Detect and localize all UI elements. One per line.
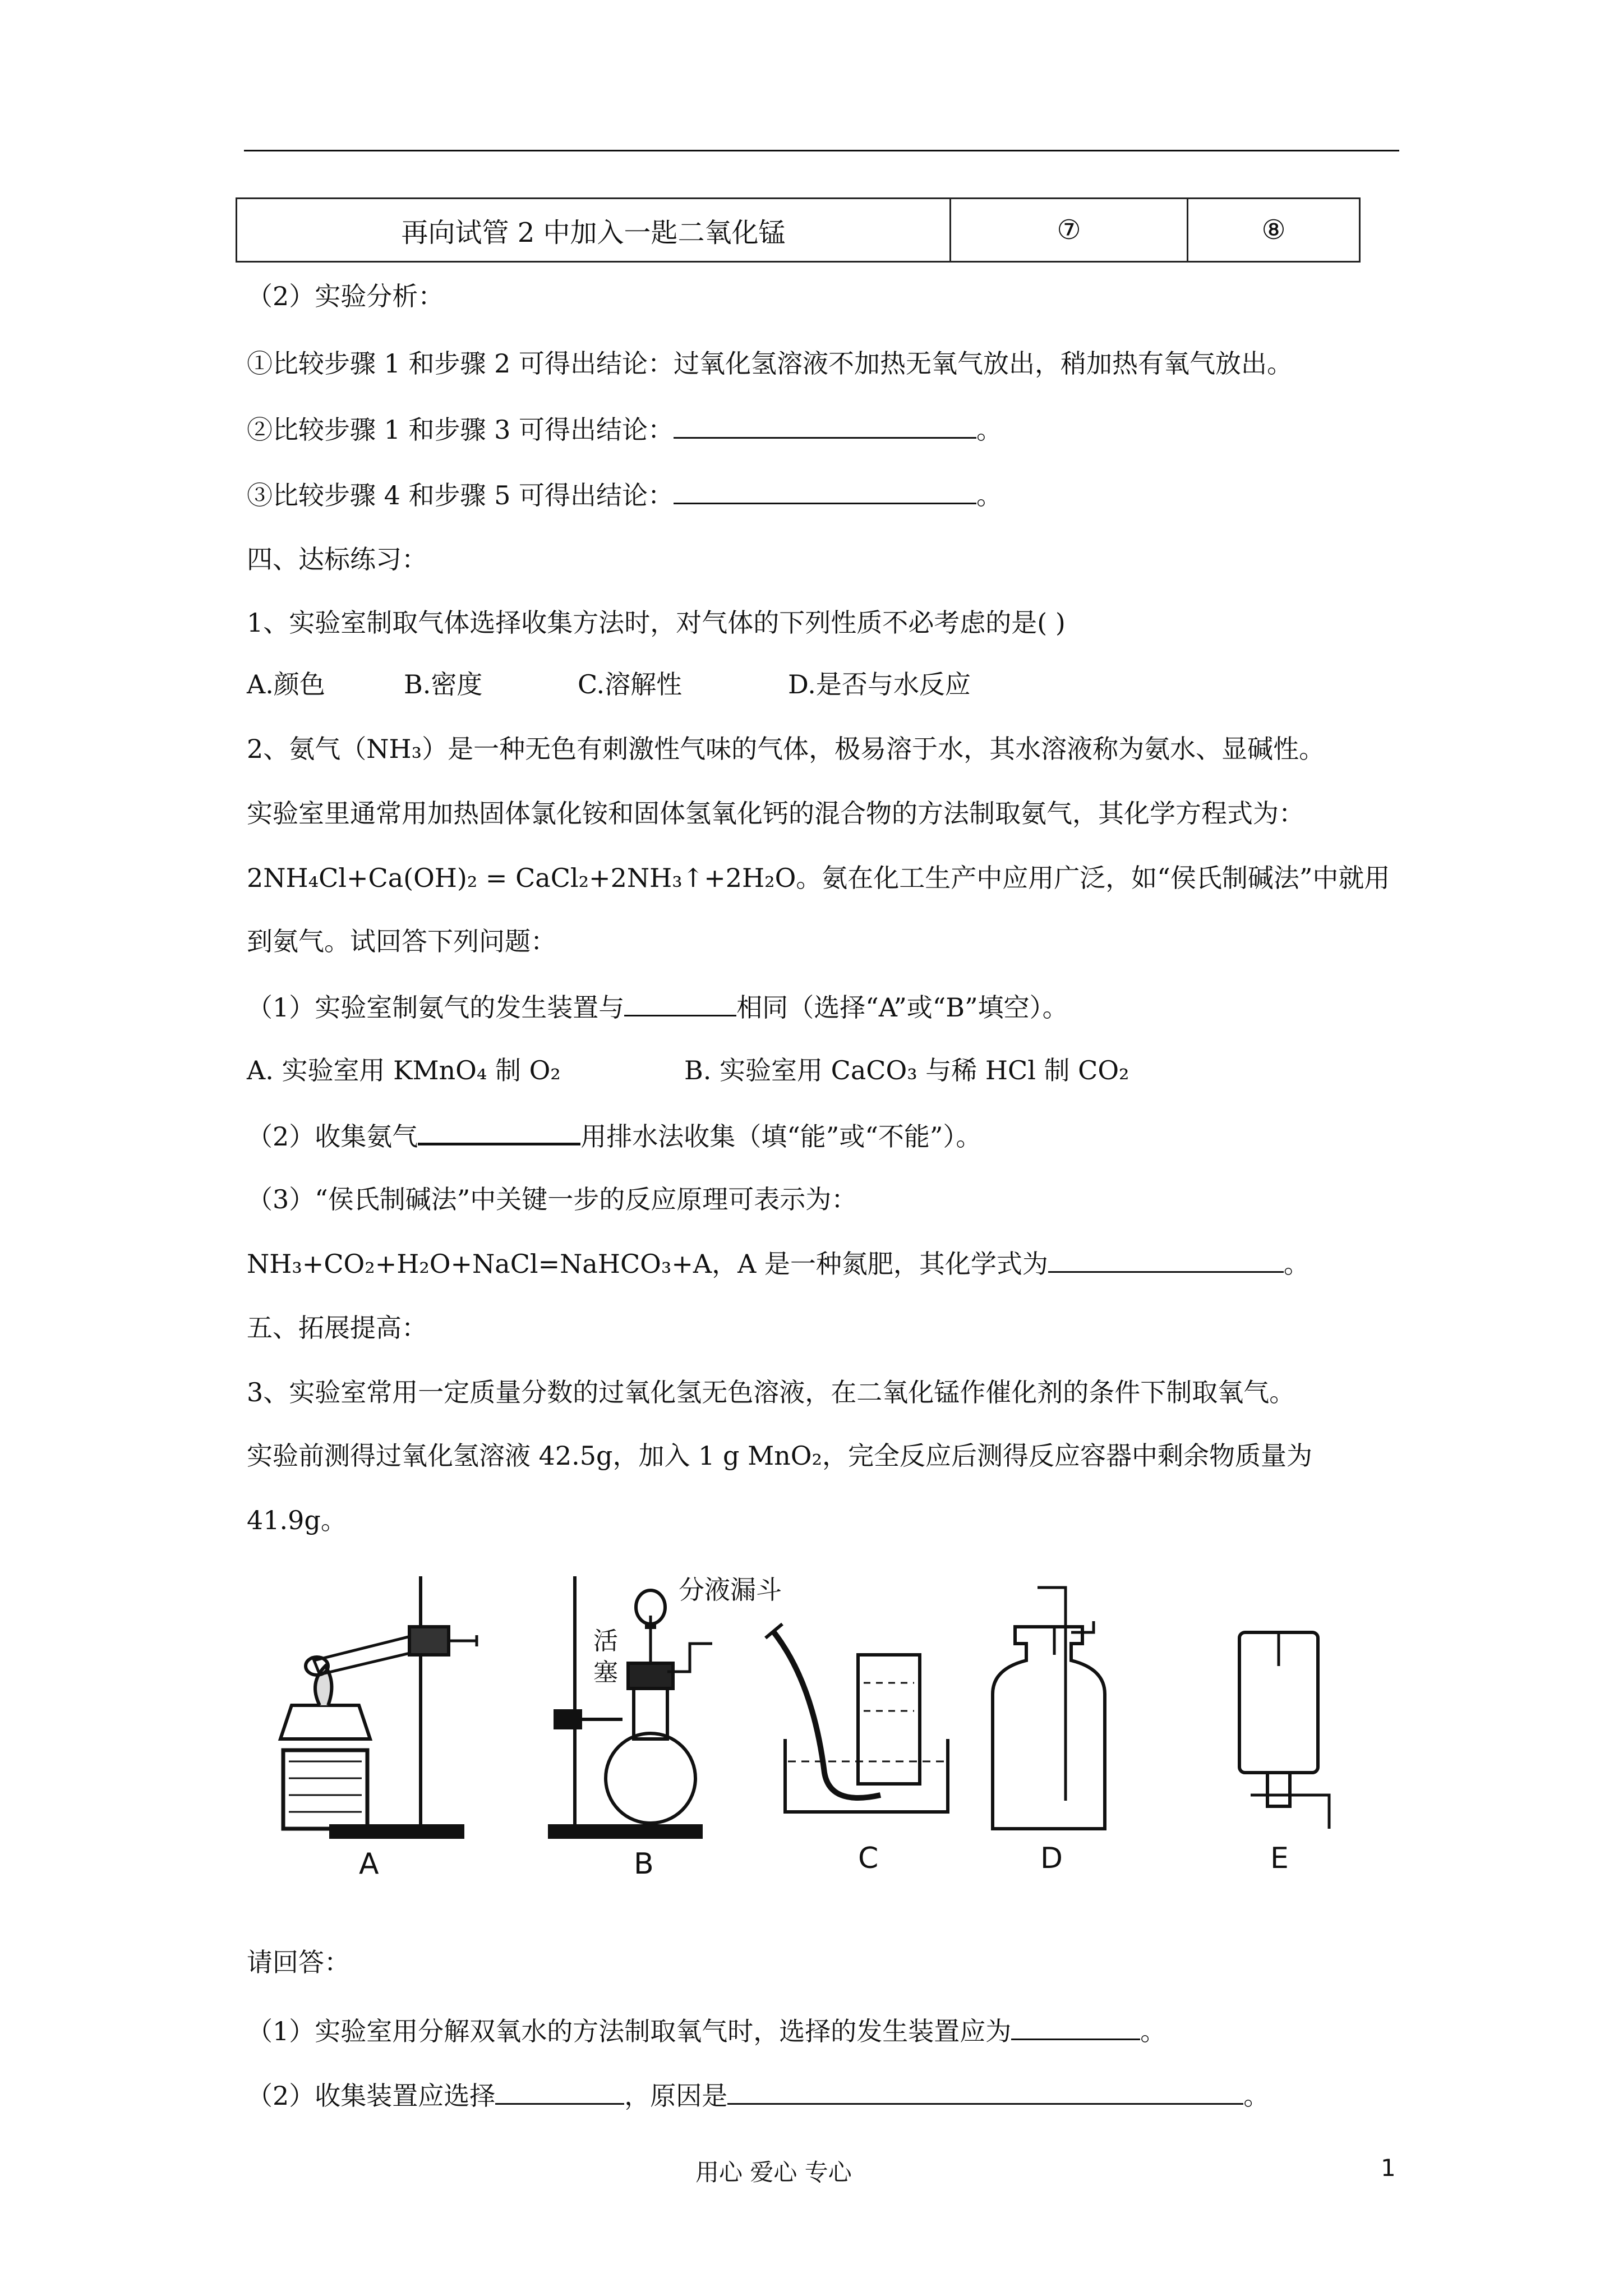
answer-blank[interactable]	[674, 478, 976, 504]
question-3-line-3: 41.9g。	[247, 1505, 347, 1535]
analysis-heading: （2）实验分析：	[247, 281, 444, 311]
table-cell-8: ⑧	[1188, 199, 1360, 262]
question-3-line-2: 实验前测得过氧化氢溶液 42.5g，加入 1 g MnO₂，完全反应后测得反应容器中剩余物质量为	[247, 1441, 1312, 1471]
stopcock-label-2: 塞	[593, 1658, 618, 1687]
section-4-heading: 四、达标练习：	[247, 544, 427, 574]
table-cell-step: 再向试管 2 中加入一匙二氧化锰	[237, 199, 951, 262]
apparatus-c	[766, 1624, 948, 1812]
question-2-line-1: 2、氨气（NH₃）是一种无色有刺激性气味的气体，极易溶于水，其水溶液称为氨水、显碱性。	[247, 734, 1325, 764]
question-2-line-2: 实验室里通常用加热固体氯化铵和固体氢氧化钙的混合物的方法制取氨气，其化学方程式为：	[247, 798, 1304, 829]
table-cell-7: ⑦	[951, 199, 1188, 262]
apparatus-e	[1239, 1632, 1329, 1829]
table-row	[237, 199, 1360, 262]
question-2-part-1: （1）实验室制氨气的发生装置与 相同（选择“A”或“B”填空）。	[247, 990, 1068, 1024]
answer-heading: 请回答：	[247, 1947, 350, 1977]
label-a: A	[359, 1847, 379, 1881]
label-d: D	[1040, 1842, 1063, 1875]
question-1-options: A.颜色 B.密度 C.溶解性 D.是否与水反应	[247, 669, 971, 700]
answer-blank[interactable]	[727, 2078, 1243, 2105]
label-c: C	[858, 1842, 879, 1875]
conclusion-2: ②比较步骤 1 和步骤 3 可得出结论： 。	[247, 412, 1002, 447]
apparatus-b	[550, 1576, 712, 1837]
question-2-equation: NH₃+CO₂+H₂O+NaCl=NaHCO₃+A，A 是一种氮肥，其化学式为 。	[247, 1246, 1310, 1281]
answer-blank[interactable]	[495, 2078, 624, 2105]
experiment-table	[236, 197, 1361, 263]
answer-blank[interactable]	[674, 412, 976, 439]
apparatus-d	[993, 1588, 1105, 1829]
question-2-line-4: 到氨气。试回答下列问题：	[247, 926, 556, 956]
answer-blank[interactable]	[418, 1118, 580, 1145]
question-1: 1、实验室制取气体选择收集方法时，对气体的下列性质不必考虑的是( )	[247, 608, 1066, 638]
apparatus-figure	[264, 1571, 1363, 1896]
question-2-part-2: （2）收集氨气 用排水法收集（填“能”或“不能”）。	[247, 1118, 981, 1153]
footer-motto: 用心 爱心 专心	[695, 2159, 852, 2186]
question-2-line-3: 2NH₄Cl+Ca(OH)₂ = CaCl₂+2NH₃↑+2H₂O。氨在化工生产中应用广泛，如“侯氏制碱法”中就用	[247, 863, 1390, 893]
answer-blank[interactable]	[1048, 1246, 1284, 1273]
question-2-options: A. 实验室用 KMnO₄ 制 O₂ B. 实验室用 CaCO₃ 与稀 HCl 制 CO₂	[247, 1055, 1129, 1085]
conclusion-1: ①比较步骤 1 和步骤 2 可得出结论：过氧化氢溶液不加热无氧气放出，稍加热有氧气放出。	[247, 348, 1293, 379]
header-rule	[244, 150, 1399, 151]
answer-blank[interactable]	[1011, 2014, 1140, 2040]
funnel-label: 分液漏斗	[679, 1575, 782, 1605]
conclusion-3: ③比较步骤 4 和步骤 5 可得出结论： 。	[247, 478, 1002, 512]
label-e: E	[1270, 1842, 1289, 1875]
answer-1: （1）实验室用分解双氧水的方法制取氧气时，选择的发生装置应为 。	[247, 2014, 1166, 2048]
answer-blank[interactable]	[624, 990, 736, 1016]
apparatus-a	[280, 1576, 477, 1837]
stopcock-label-1: 活	[593, 1627, 618, 1655]
page-number: 1	[1381, 2154, 1396, 2182]
section-5-heading: 五、拓展提高：	[247, 1313, 427, 1343]
answer-2: （2）收集装置应选择 ，原因是 。	[247, 2078, 1269, 2113]
question-3-line-1: 3、实验室常用一定质量分数的过氧化氢无色溶液，在二氧化锰作催化剂的条件下制取氧气。	[247, 1377, 1295, 1407]
question-2-part-3: （3）“侯氏制碱法”中关键一步的反应原理可表示为：	[247, 1184, 857, 1214]
label-b: B	[634, 1847, 654, 1881]
